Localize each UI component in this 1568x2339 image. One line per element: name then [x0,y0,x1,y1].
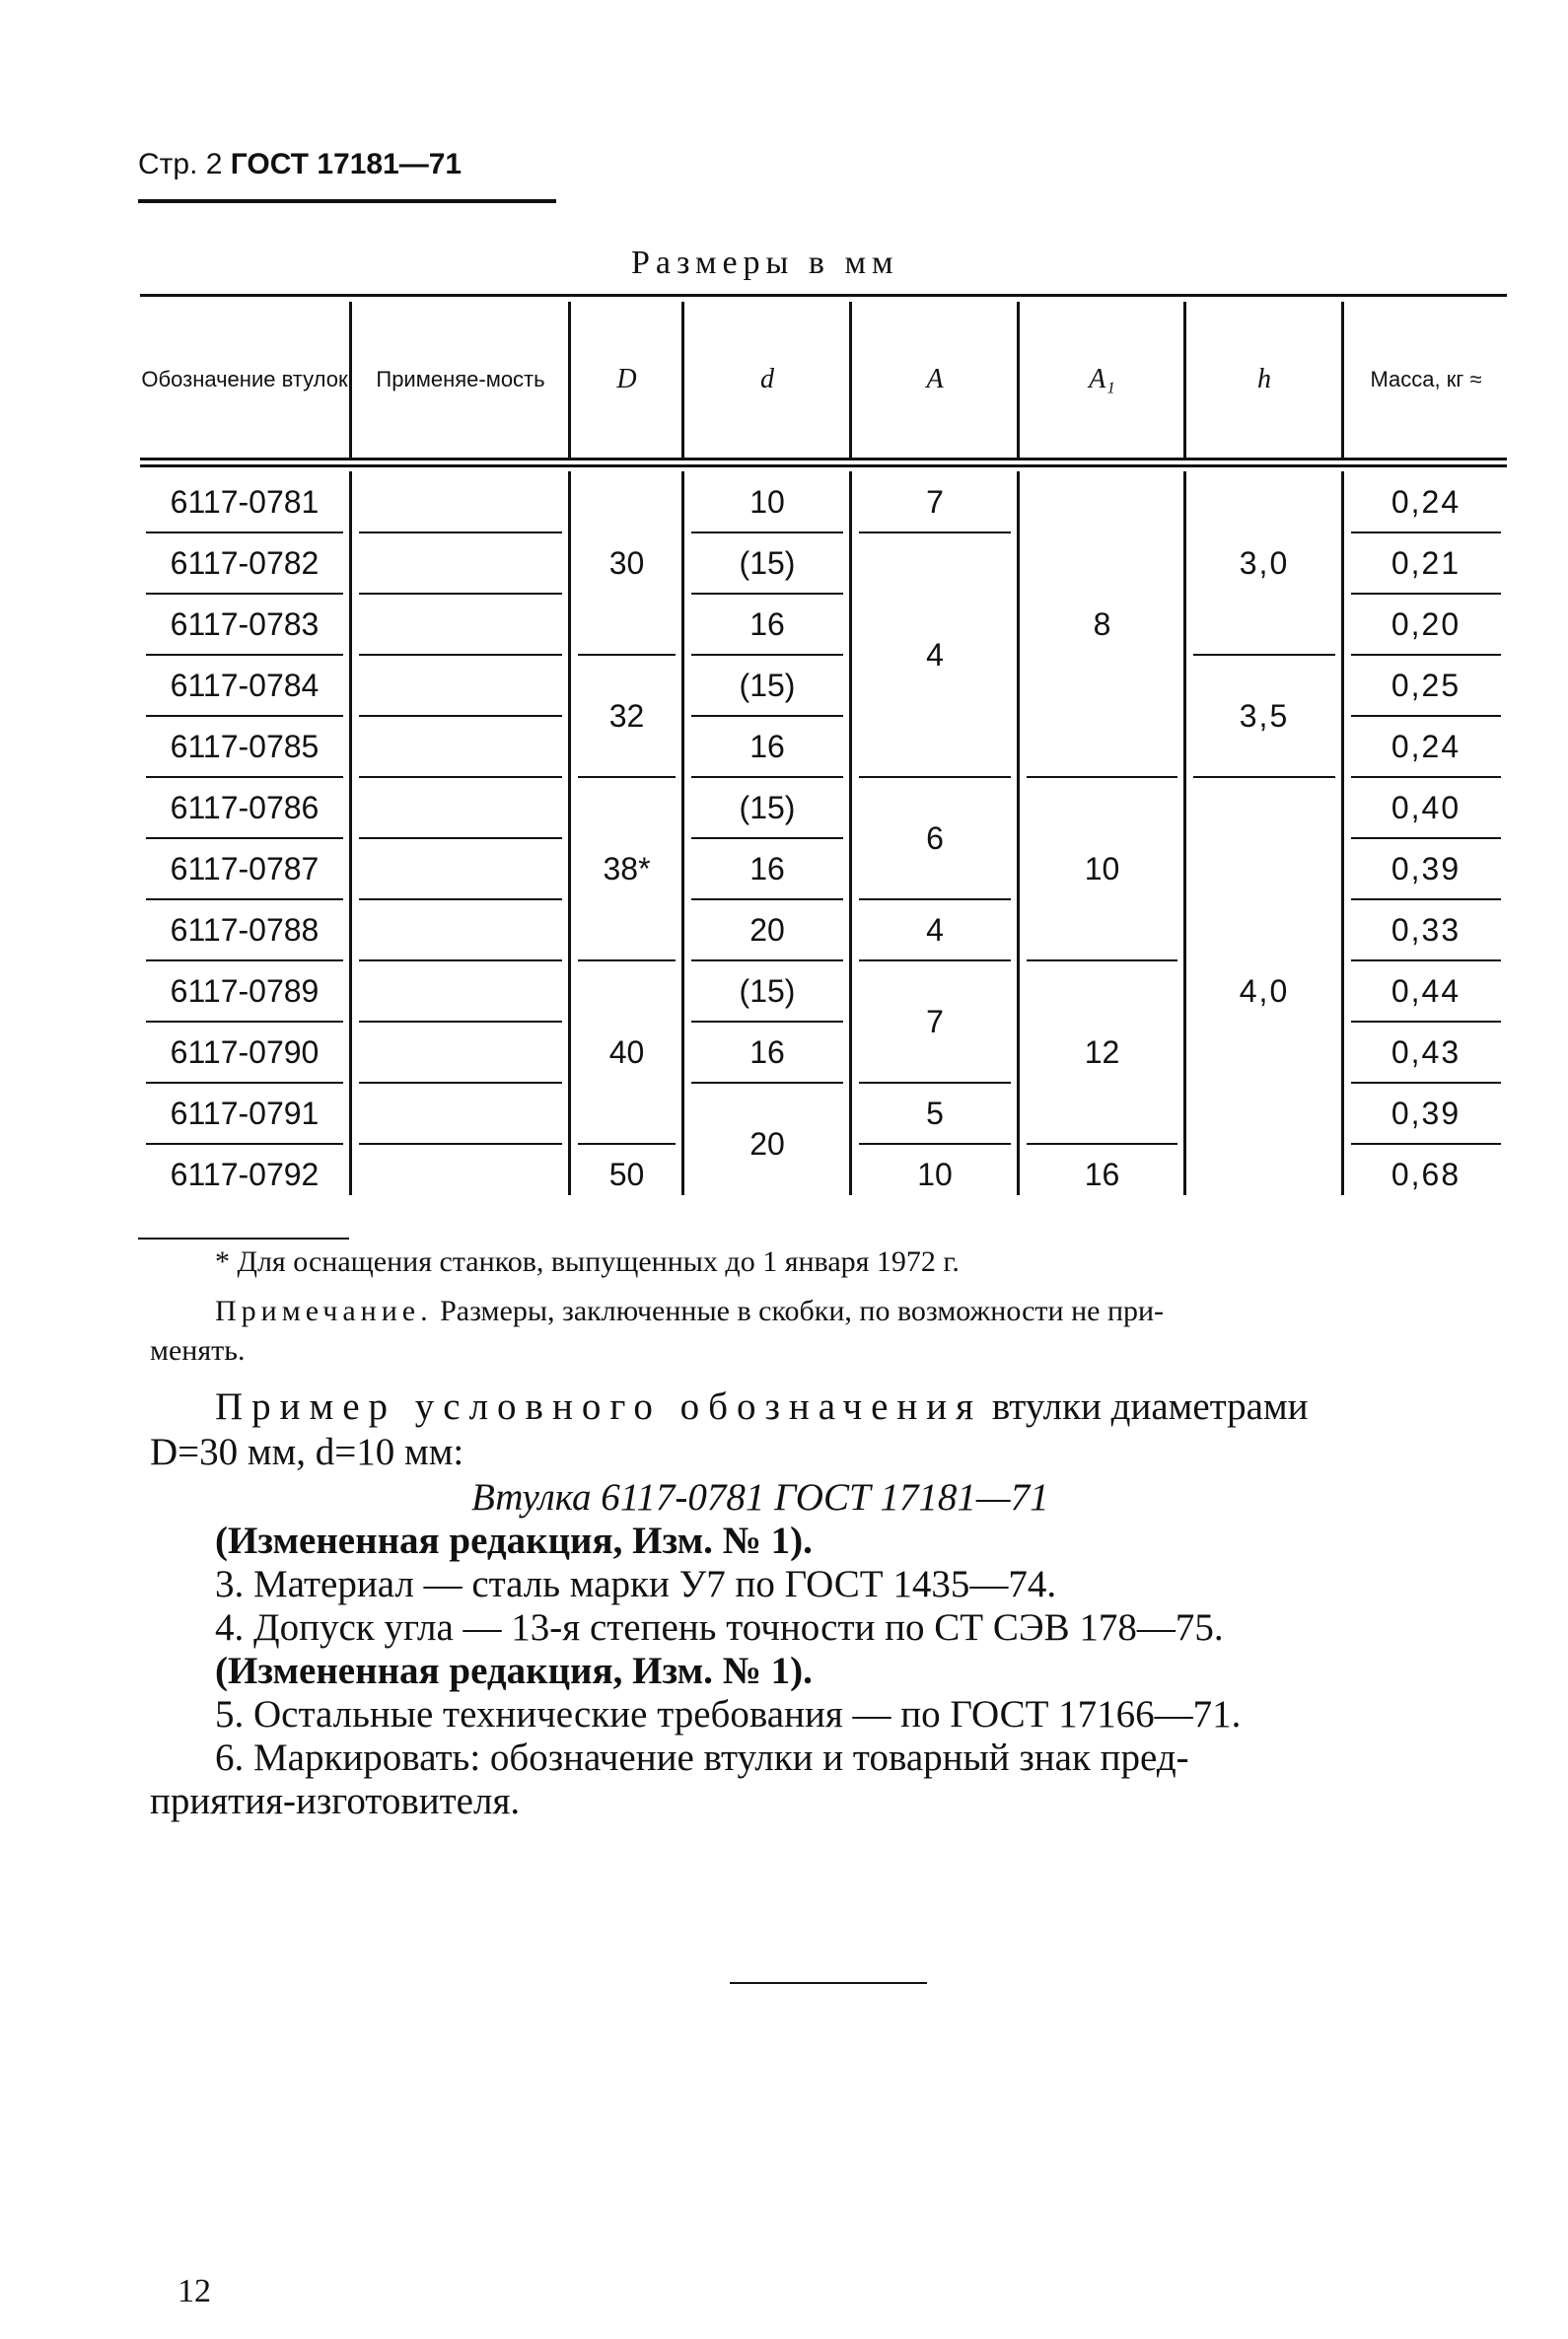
header-D: D [616,363,637,394]
change-note-2: (Измененная редакция, Изм. № 1). [215,1650,813,1692]
footnote-rule [138,1238,349,1240]
end-rule [730,1982,927,1984]
item-6-line-1: 6. Маркировать: обозначение втулки и товарный знак пред- [215,1737,1189,1779]
D-cell: 50 [608,1156,645,1192]
header-rule [138,199,556,203]
designation-cell: 6117-0789 [170,972,320,1009]
d-cell: (15) [739,667,796,703]
row-separator [359,593,562,595]
D-cell: 30 [608,544,645,581]
row-separator [359,532,562,533]
d-cell: 16 [749,605,785,642]
note-text-1: Размеры, заключенные в скобки, по возможности не при- [440,1295,1165,1327]
A-cell: 4 [926,636,944,673]
header-designation: Обозначение втулок [141,366,348,391]
standard-number: ГОСТ 17181—71 [230,148,463,180]
row-separator [359,1021,562,1023]
D-cell: 38* [603,850,651,886]
footnote: * Для оснащения станков, выпущенных до 1 января 1972 г. [215,1245,960,1278]
designation-cell: 6117-0791 [170,1095,320,1131]
header-divider [568,302,571,458]
d-cell: 16 [749,728,785,764]
note-text-2: менять. [150,1334,246,1367]
mass-cell: 0,39 [1390,1095,1461,1131]
column-divider [1017,471,1020,1195]
header-divider [1341,302,1344,458]
column-divider [1341,471,1344,1195]
d-cell: 10 [749,483,785,520]
A-cell: 10 [917,1156,953,1192]
designation-cell: 6117-0790 [170,1033,320,1070]
column-divider [1183,471,1186,1195]
header-applicability: Применяе-мость [376,366,545,391]
h-cell: 3,0 [1239,544,1290,581]
item-6-line-2: приятия-изготовителя. [150,1780,521,1822]
header-mass: Масса, кг ≈ [1370,366,1482,391]
D-cell: 40 [608,1033,645,1070]
column-divider [849,471,852,1195]
row-separator [359,837,562,839]
A-cell: 5 [926,1095,944,1131]
header-divider [681,302,684,458]
header-divider [349,302,352,458]
A1-cell: 16 [1084,1156,1120,1192]
d-cell: (15) [739,789,796,825]
column-divider [349,471,352,1195]
mass-cell: 0,44 [1390,972,1461,1009]
designation-cell: 6117-0784 [170,667,320,703]
A1-cell: 10 [1084,850,1120,886]
mass-cell: 0,68 [1390,1156,1461,1192]
designation-cell: 6117-0785 [170,728,320,764]
mass-cell: 0,24 [1390,483,1461,520]
mass-cell: 0,40 [1390,789,1461,825]
mass-cell: 0,43 [1390,1033,1461,1070]
change-note-1: (Измененная редакция, Изм. № 1). [215,1520,813,1562]
designation-cell: 6117-0787 [170,850,320,886]
A-cell: 7 [926,483,944,520]
d-cell: (15) [739,972,796,1009]
mass-cell: 0,39 [1390,850,1461,886]
table-top-rule [140,294,1507,297]
header-divider [849,302,852,458]
header-h: h [1257,363,1271,394]
item-3: 3. Материал — сталь марки У7 по ГОСТ 1435—74. [215,1563,1057,1605]
row-separator [359,715,562,717]
A-cell: 7 [926,1003,944,1039]
h-cell: 4,0 [1239,972,1290,1009]
header-A: A [926,363,944,394]
d-cell: 20 [749,911,785,948]
row-separator [359,959,562,961]
mass-cell: 0,25 [1390,667,1461,703]
page-label: Стр. 2 [138,148,223,180]
row-separator [359,1143,562,1145]
designation-cell: 6117-0786 [170,789,320,825]
designation-cell: 6117-0782 [170,544,320,581]
example-designation: Втулка 6117-0781 ГОСТ 17181—71 [471,1476,1049,1519]
table-header-rule-2 [140,464,1507,467]
d-cell: 16 [749,850,785,886]
D-cell: 32 [608,697,645,734]
item-4: 4. Допуск угла — 13-я степень точности по СТ СЭВ 178—75. [215,1606,1224,1649]
header-divider [1017,302,1020,458]
header-divider [1183,302,1186,458]
item-5: 5. Остальные технические требования — по ГОСТ 17166—71. [215,1693,1242,1736]
mass-cell: 0,20 [1390,605,1461,642]
column-divider [568,471,571,1195]
A1-cell: 8 [1093,605,1111,642]
row-separator [359,898,562,900]
A1-cell: 12 [1084,1033,1120,1070]
example-dims: D=30 мм, d=10 мм: [150,1431,464,1473]
h-cell: 3,5 [1239,697,1290,734]
A-cell: 4 [926,911,944,948]
mass-cell: 0,24 [1390,728,1461,764]
header-d: d [760,363,774,394]
table-caption: Размеры в мм [631,245,899,281]
designation-cell: 6117-0788 [170,911,320,948]
designation-cell: 6117-0781 [170,483,320,520]
designation-cell: 6117-0792 [170,1156,320,1192]
mass-cell: 0,33 [1390,911,1461,948]
d-cell: 16 [749,1033,785,1070]
designation-cell: 6117-0783 [170,605,320,642]
d-cell: (15) [739,544,796,581]
mass-cell: 0,21 [1390,544,1461,581]
d-cell: 20 [749,1125,785,1162]
table-header-rule-1 [140,458,1507,461]
A-cell: 6 [926,819,944,856]
example-label: Пример условного обозначения [215,1385,983,1428]
row-separator [359,776,562,778]
page-number: 12 [178,2273,211,2309]
page-header [138,148,462,181]
header-A1: A₁ [1089,363,1115,394]
column-divider [681,471,684,1195]
note-label: Примечание. [215,1295,433,1327]
example-text: втулки диаметрами [991,1385,1309,1428]
row-separator [359,654,562,656]
row-separator [359,1082,562,1084]
